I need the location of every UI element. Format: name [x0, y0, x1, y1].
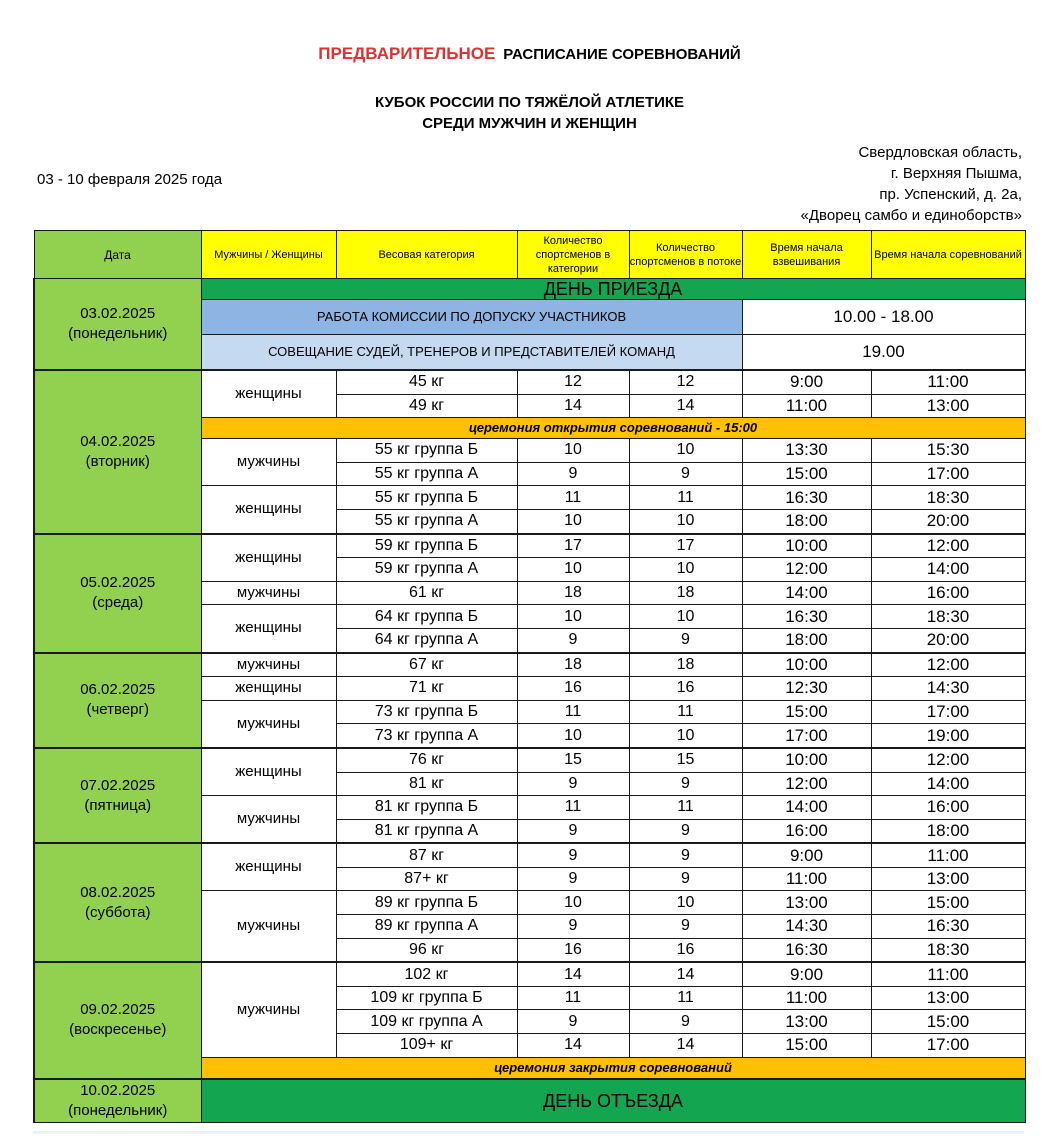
departure-row	[34, 1079, 1025, 1123]
athletes-in-flow-cell: 10	[629, 891, 742, 915]
start-time-cell: 20:00	[871, 509, 1025, 533]
weigh-in-time-cell: 9:00	[742, 962, 871, 986]
weight-category-cell: 76 кг	[336, 748, 517, 772]
weight-category-cell: 59 кг группа А	[336, 558, 517, 582]
athletes-in-flow-cell: 9	[629, 867, 742, 891]
start-time-cell: 13:00	[871, 394, 1025, 418]
date-cell	[34, 370, 201, 534]
athletes-in-category-cell: 11	[517, 986, 629, 1010]
weight-category-cell: 49 кг	[336, 394, 517, 418]
athletes-in-flow-cell: 10	[629, 724, 742, 748]
start-time-cell: 15:00	[871, 891, 1025, 915]
meeting-label: СОВЕЩАНИЕ СУДЕЙ, ТРЕНЕРОВ И ПРЕДСТАВИТЕЛЕЙ КОМАНД	[201, 335, 742, 371]
start-time-cell: 14:00	[871, 772, 1025, 796]
competition-title	[0, 92, 1059, 134]
weight-category-cell: 89 кг группа А	[336, 915, 517, 939]
weekday-value: (воскресенье)	[69, 1021, 167, 1039]
athletes-in-category-cell: 10	[517, 558, 629, 582]
weight-category-cell: 89 кг группа Б	[336, 891, 517, 915]
athletes-in-flow-cell: 11	[629, 986, 742, 1010]
weekday-value: (понедельник)	[68, 1101, 168, 1119]
weigh-in-time-cell: 14:00	[742, 796, 871, 820]
date-value: 03.02.2025	[80, 305, 156, 322]
commission-label: РАБОТА КОМИССИИ ПО ДОПУСКУ УЧАСТНИКОВ	[201, 300, 742, 335]
date-value: 05.02.2025	[80, 574, 156, 592]
athletes-in-category-cell: 14	[517, 394, 629, 418]
athletes-in-category-cell: 10	[517, 509, 629, 533]
table-row	[34, 962, 1025, 986]
start-time-cell: 13:00	[871, 867, 1025, 891]
athletes-in-category-cell: 10	[517, 605, 629, 629]
start-time-cell: 12:00	[871, 534, 1025, 558]
page-bottom-edge	[33, 1131, 1024, 1134]
weigh-in-time-cell: 16:30	[742, 605, 871, 629]
weigh-in-time-cell: 15:00	[742, 1034, 871, 1058]
athletes-in-category-cell: 16	[517, 938, 629, 962]
weigh-in-time-cell: 16:30	[742, 938, 871, 962]
weight-category-cell: 55 кг группа А	[336, 462, 517, 486]
start-time-cell: 20:00	[871, 628, 1025, 652]
athletes-in-category-cell: 9	[517, 915, 629, 939]
athletes-in-category-cell: 12	[517, 370, 629, 394]
gender-cell: мужчины	[201, 439, 336, 486]
athletes-in-category-cell: 9	[517, 628, 629, 652]
weigh-in-time-cell: 14:00	[742, 581, 871, 605]
weigh-in-time-cell: 13:00	[742, 891, 871, 915]
athletes-in-category-cell: 11	[517, 796, 629, 820]
weigh-in-time-cell: 11:00	[742, 986, 871, 1010]
gender-cell: мужчины	[201, 700, 336, 748]
athletes-in-category-cell: 9	[517, 867, 629, 891]
weigh-in-time-cell: 11:00	[742, 394, 871, 418]
weigh-in-time-cell: 15:00	[742, 462, 871, 486]
col-header-weight: Весовая категория	[336, 231, 517, 279]
start-time-cell: 11:00	[871, 962, 1025, 986]
weigh-in-time-cell: 13:00	[742, 1010, 871, 1034]
weight-category-cell: 59 кг группа Б	[336, 534, 517, 558]
athletes-in-flow-cell: 9	[629, 843, 742, 867]
meeting-time: 19.00	[742, 335, 1025, 371]
start-time-cell: 14:00	[871, 558, 1025, 582]
weigh-in-time-cell: 9:00	[742, 370, 871, 394]
weight-category-cell: 109 кг группа А	[336, 1010, 517, 1034]
weigh-in-time-cell: 18:00	[742, 509, 871, 533]
weigh-in-time-cell: 9:00	[742, 843, 871, 867]
date-cell	[34, 653, 201, 748]
athletes-in-category-cell: 9	[517, 1010, 629, 1034]
athletes-in-flow-cell: 11	[629, 796, 742, 820]
weigh-in-time-cell: 13:30	[742, 439, 871, 463]
weight-category-cell: 55 кг группа А	[336, 509, 517, 533]
schedule-subtitle: РАСПИСАНИЕ СОРЕВНОВАНИЙ	[503, 46, 741, 63]
weight-category-cell: 96 кг	[336, 938, 517, 962]
weight-category-cell: 55 кг группа Б	[336, 486, 517, 510]
gender-cell: женщины	[201, 677, 336, 701]
athletes-in-category-cell: 17	[517, 534, 629, 558]
gender-cell: мужчины	[201, 796, 336, 844]
gender-cell: женщины	[201, 748, 336, 796]
weekday-value: (четверг)	[86, 701, 149, 719]
title-line-2: СРЕДИ МУЖЧИН И ЖЕНЩИН	[422, 115, 637, 132]
weight-category-cell: 71 кг	[336, 677, 517, 701]
athletes-in-flow-cell: 16	[629, 938, 742, 962]
date-value: 09.02.2025	[80, 1001, 156, 1019]
start-time-cell: 15:30	[871, 439, 1025, 463]
start-time-cell: 16:00	[871, 581, 1025, 605]
athletes-in-category-cell: 11	[517, 486, 629, 510]
weigh-in-time-cell: 16:30	[742, 486, 871, 510]
date-value: 08.02.2025	[80, 883, 156, 901]
athletes-in-flow-cell: 17	[629, 534, 742, 558]
start-time-cell: 16:00	[871, 796, 1025, 820]
start-time-cell: 17:00	[871, 462, 1025, 486]
athletes-in-category-cell: 10	[517, 724, 629, 748]
weigh-in-time-cell: 14:30	[742, 915, 871, 939]
gender-cell: мужчины	[201, 653, 336, 677]
start-time-cell: 17:00	[871, 1034, 1025, 1058]
start-time-cell: 12:00	[871, 653, 1025, 677]
athletes-in-category-cell: 9	[517, 843, 629, 867]
venue-line: Свердловская область,	[858, 144, 1022, 161]
athletes-in-flow-cell: 9	[629, 915, 742, 939]
athletes-in-category-cell: 18	[517, 581, 629, 605]
weight-category-cell: 73 кг группа Б	[336, 700, 517, 724]
weekday-value: (вторник)	[85, 452, 150, 470]
preliminary-label: ПРЕДВАРИТЕЛЬНОЕ	[318, 44, 496, 63]
venue-line: «Дворец самбо и единоборств»	[800, 207, 1022, 224]
athletes-in-category-cell: 14	[517, 962, 629, 986]
athletes-in-flow-cell: 10	[629, 509, 742, 533]
weight-category-cell: 81 кг группа А	[336, 819, 517, 843]
athletes-in-category-cell: 9	[517, 462, 629, 486]
ceremony-note: церемония открытия соревнований - 15:00	[201, 418, 1025, 439]
start-time-cell: 14:30	[871, 677, 1025, 701]
weigh-in-time-cell: 15:00	[742, 700, 871, 724]
table-row	[34, 534, 1025, 558]
athletes-in-category-cell: 15	[517, 748, 629, 772]
col-header-athletes-category: Количество спортсменов в категории	[517, 231, 629, 279]
athletes-in-category-cell: 11	[517, 700, 629, 724]
title-line-1: КУБОК РОССИИ ПО ТЯЖЁЛОЙ АТЛЕТИКЕ	[374, 94, 685, 111]
venue-address	[801, 142, 1022, 226]
weight-category-cell: 87+ кг	[336, 867, 517, 891]
weight-category-cell: 87 кг	[336, 843, 517, 867]
start-time-cell: 18:30	[871, 605, 1025, 629]
weigh-in-time-cell: 16:00	[742, 819, 871, 843]
athletes-in-category-cell: 9	[517, 819, 629, 843]
athletes-in-flow-cell: 18	[629, 653, 742, 677]
weigh-in-time-cell: 18:00	[742, 628, 871, 652]
start-time-cell: 13:00	[871, 986, 1025, 1010]
arrival-banner: ДЕНЬ ПРИЕЗДА	[201, 279, 1025, 300]
gender-cell: женщины	[201, 534, 336, 582]
weigh-in-time-cell: 12:00	[742, 558, 871, 582]
athletes-in-category-cell: 9	[517, 772, 629, 796]
table-header	[34, 231, 1025, 279]
schedule-table	[33, 230, 1026, 1123]
weigh-in-time-cell: 12:00	[742, 772, 871, 796]
start-time-cell: 19:00	[871, 724, 1025, 748]
weight-category-cell: 61 кг	[336, 581, 517, 605]
weight-category-cell: 73 кг группа А	[336, 724, 517, 748]
athletes-in-flow-cell: 14	[629, 962, 742, 986]
gender-cell: женщины	[201, 605, 336, 653]
athletes-in-flow-cell: 18	[629, 581, 742, 605]
col-header-start-time: Время начала соревнований	[871, 231, 1025, 279]
event-dates: 03 - 10 февраля 2025 года	[37, 171, 223, 188]
start-time-cell: 11:00	[871, 370, 1025, 394]
date-value: 07.02.2025	[80, 776, 156, 794]
athletes-in-flow-cell: 9	[629, 462, 742, 486]
col-header-athletes-flow: Количество спортсменов в потоке	[629, 231, 742, 279]
weekday-value: (суббота)	[85, 903, 151, 921]
table-row	[34, 748, 1025, 772]
start-time-cell: 12:00	[871, 748, 1025, 772]
weight-category-cell: 64 кг группа Б	[336, 605, 517, 629]
weight-category-cell: 45 кг	[336, 370, 517, 394]
weight-category-cell: 109+ кг	[336, 1034, 517, 1058]
athletes-in-category-cell: 16	[517, 677, 629, 701]
table-row	[34, 843, 1025, 867]
weight-category-cell: 67 кг	[336, 653, 517, 677]
weekday-value: (пятница)	[84, 796, 152, 814]
athletes-in-flow-cell: 11	[629, 486, 742, 510]
ceremony-note: церемония закрытия соревнований	[201, 1057, 1025, 1079]
athletes-in-flow-cell: 12	[629, 370, 742, 394]
document-heading	[0, 44, 1059, 64]
gender-cell: женщины	[201, 843, 336, 891]
weight-category-cell: 81 кг группа Б	[336, 796, 517, 820]
athletes-in-flow-cell: 9	[629, 1010, 742, 1034]
date-cell	[34, 1079, 201, 1123]
weight-category-cell: 64 кг группа А	[336, 628, 517, 652]
date-value: 06.02.2025	[80, 681, 156, 699]
weight-category-cell: 102 кг	[336, 962, 517, 986]
start-time-cell: 18:30	[871, 938, 1025, 962]
col-header-gender: Мужчины / Женщины	[201, 231, 336, 279]
venue-line: пр. Успенский, д. 2а,	[879, 186, 1022, 203]
athletes-in-flow-cell: 11	[629, 700, 742, 724]
athletes-in-category-cell: 10	[517, 891, 629, 915]
venue-line: г. Верхняя Пышма,	[890, 165, 1022, 182]
athletes-in-category-cell: 10	[517, 439, 629, 463]
gender-cell: мужчины	[201, 891, 336, 962]
athletes-in-flow-cell: 16	[629, 677, 742, 701]
athletes-in-flow-cell: 10	[629, 558, 742, 582]
weight-category-cell: 81 кг	[336, 772, 517, 796]
date-cell	[34, 534, 201, 653]
table-row	[34, 653, 1025, 677]
col-header-weigh-in-time: Время начала взвешивания	[742, 231, 871, 279]
athletes-in-category-cell: 18	[517, 653, 629, 677]
gender-cell: женщины	[201, 370, 336, 418]
weekday-value: (понедельник)	[68, 325, 168, 342]
athletes-in-flow-cell: 14	[629, 394, 742, 418]
athletes-in-flow-cell: 10	[629, 439, 742, 463]
weight-category-cell: 109 кг группа Б	[336, 986, 517, 1010]
athletes-in-flow-cell: 9	[629, 819, 742, 843]
start-time-cell: 15:00	[871, 1010, 1025, 1034]
weigh-in-time-cell: 10:00	[742, 748, 871, 772]
weekday-value: (среда)	[92, 594, 144, 612]
date-cell	[34, 843, 201, 962]
gender-cell: мужчины	[201, 962, 336, 1057]
athletes-in-flow-cell: 9	[629, 628, 742, 652]
weigh-in-time-cell: 10:00	[742, 534, 871, 558]
weigh-in-time-cell: 10:00	[742, 653, 871, 677]
athletes-in-flow-cell: 15	[629, 748, 742, 772]
commission-time: 10.00 - 18.00	[742, 300, 1025, 335]
date-value: 10.02.2025	[80, 1081, 156, 1099]
date-value: 04.02.2025	[80, 432, 156, 450]
date-cell	[34, 748, 201, 843]
start-time-cell: 18:00	[871, 819, 1025, 843]
start-time-cell: 16:30	[871, 915, 1025, 939]
start-time-cell: 18:30	[871, 486, 1025, 510]
gender-cell: мужчины	[201, 581, 336, 605]
departure-banner: ДЕНЬ ОТЪЕЗДА	[201, 1079, 1025, 1123]
start-time-cell: 17:00	[871, 700, 1025, 724]
athletes-in-flow-cell: 10	[629, 605, 742, 629]
start-time-cell: 11:00	[871, 843, 1025, 867]
gender-cell: женщины	[201, 486, 336, 534]
weight-category-cell: 55 кг группа Б	[336, 439, 517, 463]
table-row	[34, 370, 1025, 394]
col-header-date: Дата	[34, 231, 201, 279]
date-cell	[34, 962, 201, 1078]
weigh-in-time-cell: 12:30	[742, 677, 871, 701]
date-cell	[34, 279, 201, 371]
athletes-in-category-cell: 14	[517, 1034, 629, 1058]
athletes-in-flow-cell: 14	[629, 1034, 742, 1058]
arrival-row	[34, 279, 1025, 300]
weigh-in-time-cell: 17:00	[742, 724, 871, 748]
athletes-in-flow-cell: 9	[629, 772, 742, 796]
weigh-in-time-cell: 11:00	[742, 867, 871, 891]
